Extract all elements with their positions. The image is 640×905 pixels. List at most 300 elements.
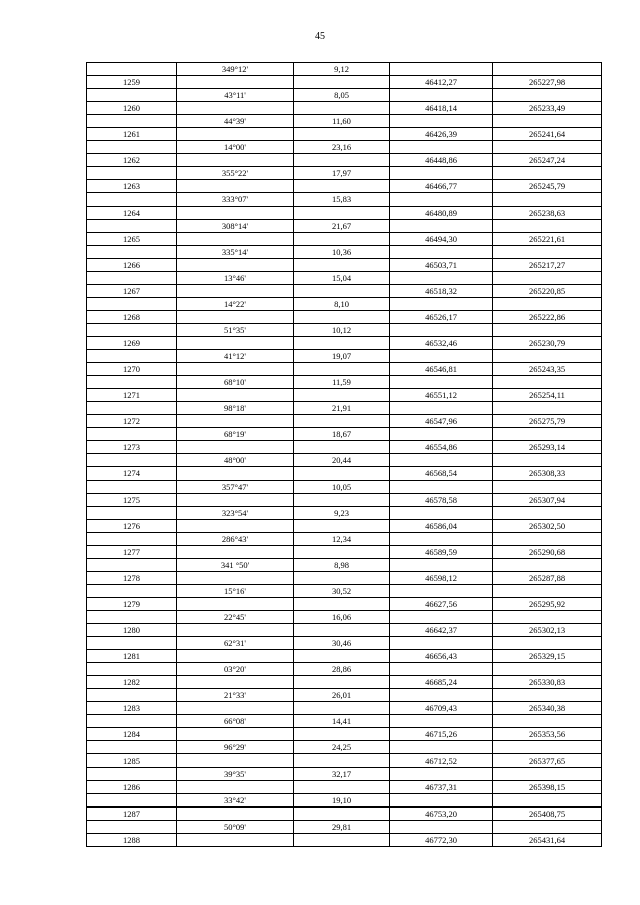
point-row bbox=[87, 676, 602, 689]
x-coordinate-cell: 46532,46 bbox=[390, 336, 493, 349]
angle-cell bbox=[177, 467, 294, 480]
y-coordinate-cell bbox=[493, 558, 602, 571]
point-row bbox=[87, 76, 602, 89]
point-id-cell: 1273 bbox=[87, 441, 177, 454]
y-coordinate-cell: 265233,49 bbox=[493, 102, 602, 115]
point-id-cell: 1260 bbox=[87, 102, 177, 115]
distance-cell bbox=[294, 676, 390, 689]
x-coordinate-cell bbox=[390, 584, 493, 597]
point-id-cell bbox=[87, 663, 177, 676]
y-coordinate-cell: 265220,85 bbox=[493, 284, 602, 297]
x-coordinate-cell bbox=[390, 741, 493, 754]
angle-cell: 333°07' bbox=[177, 193, 294, 206]
point-row bbox=[87, 545, 602, 558]
y-coordinate-cell bbox=[493, 193, 602, 206]
point-id-cell bbox=[87, 767, 177, 780]
y-coordinate-cell bbox=[493, 532, 602, 545]
y-coordinate-cell: 265290,68 bbox=[493, 545, 602, 558]
distance-cell bbox=[294, 807, 390, 821]
distance-cell bbox=[294, 258, 390, 271]
x-coordinate-cell bbox=[390, 350, 493, 363]
distance-cell bbox=[294, 363, 390, 376]
angle-cell bbox=[177, 258, 294, 271]
x-coordinate-cell: 46772,30 bbox=[390, 833, 493, 846]
angle-cell: 03°20' bbox=[177, 663, 294, 676]
point-id-cell bbox=[87, 350, 177, 363]
point-id-cell: 1275 bbox=[87, 493, 177, 506]
angle-cell: 357°47' bbox=[177, 480, 294, 493]
point-row bbox=[87, 441, 602, 454]
y-coordinate-cell bbox=[493, 63, 602, 76]
distance-cell bbox=[294, 833, 390, 846]
y-coordinate-cell: 265330,83 bbox=[493, 676, 602, 689]
segment-row bbox=[87, 793, 602, 807]
y-coordinate-cell bbox=[493, 167, 602, 180]
y-coordinate-cell: 265308,33 bbox=[493, 467, 602, 480]
distance-cell bbox=[294, 415, 390, 428]
point-id-cell bbox=[87, 402, 177, 415]
point-id-cell bbox=[87, 637, 177, 650]
angle-cell: 335°14' bbox=[177, 245, 294, 258]
segment-row bbox=[87, 820, 602, 833]
y-coordinate-cell bbox=[493, 141, 602, 154]
distance-cell bbox=[294, 754, 390, 767]
x-coordinate-cell bbox=[390, 219, 493, 232]
angle-cell: 15°16' bbox=[177, 584, 294, 597]
y-coordinate-cell bbox=[493, 402, 602, 415]
distance-cell: 20,44 bbox=[294, 454, 390, 467]
segment-row bbox=[87, 193, 602, 206]
point-id-cell: 1270 bbox=[87, 363, 177, 376]
point-id-cell bbox=[87, 89, 177, 102]
x-coordinate-cell bbox=[390, 115, 493, 128]
segment-row bbox=[87, 506, 602, 519]
point-id-cell bbox=[87, 506, 177, 519]
angle-cell: 51°35' bbox=[177, 323, 294, 336]
distance-cell: 10,36 bbox=[294, 245, 390, 258]
point-id-cell bbox=[87, 715, 177, 728]
point-id-cell bbox=[87, 63, 177, 76]
point-row bbox=[87, 180, 602, 193]
point-row bbox=[87, 310, 602, 323]
y-coordinate-cell bbox=[493, 115, 602, 128]
x-coordinate-cell: 46518,32 bbox=[390, 284, 493, 297]
angle-cell: 341 °50' bbox=[177, 558, 294, 571]
segment-row bbox=[87, 297, 602, 310]
distance-cell: 21,67 bbox=[294, 219, 390, 232]
y-coordinate-cell bbox=[493, 689, 602, 702]
point-id-cell bbox=[87, 193, 177, 206]
point-row bbox=[87, 363, 602, 376]
x-coordinate-cell: 46448,86 bbox=[390, 154, 493, 167]
point-id-cell: 1269 bbox=[87, 336, 177, 349]
point-id-cell bbox=[87, 115, 177, 128]
y-coordinate-cell: 265287,88 bbox=[493, 571, 602, 584]
y-coordinate-cell: 265243,35 bbox=[493, 363, 602, 376]
x-coordinate-cell bbox=[390, 193, 493, 206]
distance-cell: 10,05 bbox=[294, 480, 390, 493]
segment-row bbox=[87, 376, 602, 389]
y-coordinate-cell: 265377,65 bbox=[493, 754, 602, 767]
angle-cell: 66°08' bbox=[177, 715, 294, 728]
x-coordinate-cell: 46426,39 bbox=[390, 128, 493, 141]
angle-cell: 349°12' bbox=[177, 63, 294, 76]
x-coordinate-cell: 46503,71 bbox=[390, 258, 493, 271]
x-coordinate-cell bbox=[390, 663, 493, 676]
point-id-cell: 1279 bbox=[87, 597, 177, 610]
angle-cell bbox=[177, 833, 294, 846]
distance-cell bbox=[294, 728, 390, 741]
point-row bbox=[87, 597, 602, 610]
y-coordinate-cell bbox=[493, 610, 602, 623]
segment-row bbox=[87, 402, 602, 415]
angle-cell: 286°43' bbox=[177, 532, 294, 545]
angle-cell: 13°46' bbox=[177, 271, 294, 284]
segment-row bbox=[87, 63, 602, 76]
angle-cell: 14°22' bbox=[177, 297, 294, 310]
point-id-cell bbox=[87, 454, 177, 467]
point-id-cell: 1276 bbox=[87, 519, 177, 532]
point-row bbox=[87, 780, 602, 793]
x-coordinate-cell: 46589,59 bbox=[390, 545, 493, 558]
distance-cell: 19,10 bbox=[294, 793, 390, 807]
x-coordinate-cell: 46656,43 bbox=[390, 650, 493, 663]
point-id-cell bbox=[87, 323, 177, 336]
distance-cell: 8,10 bbox=[294, 297, 390, 310]
x-coordinate-cell: 46586,04 bbox=[390, 519, 493, 532]
y-coordinate-cell: 265275,79 bbox=[493, 415, 602, 428]
x-coordinate-cell: 46709,43 bbox=[390, 702, 493, 715]
x-coordinate-cell: 46551,12 bbox=[390, 389, 493, 402]
x-coordinate-cell bbox=[390, 89, 493, 102]
y-coordinate-cell bbox=[493, 637, 602, 650]
distance-cell: 11,60 bbox=[294, 115, 390, 128]
y-coordinate-cell bbox=[493, 350, 602, 363]
angle-cell bbox=[177, 728, 294, 741]
x-coordinate-cell bbox=[390, 558, 493, 571]
point-row bbox=[87, 807, 602, 821]
point-id-cell: 1278 bbox=[87, 571, 177, 584]
y-coordinate-cell: 265353,56 bbox=[493, 728, 602, 741]
point-row bbox=[87, 493, 602, 506]
segment-row bbox=[87, 167, 602, 180]
point-row bbox=[87, 624, 602, 637]
distance-cell: 11,59 bbox=[294, 376, 390, 389]
point-id-cell: 1281 bbox=[87, 650, 177, 663]
x-coordinate-cell: 46494,30 bbox=[390, 232, 493, 245]
coordinates-table bbox=[86, 62, 602, 847]
y-coordinate-cell bbox=[493, 584, 602, 597]
angle-cell bbox=[177, 363, 294, 376]
distance-cell: 24,25 bbox=[294, 741, 390, 754]
angle-cell: 22°45' bbox=[177, 610, 294, 623]
point-row bbox=[87, 258, 602, 271]
angle-cell bbox=[177, 102, 294, 115]
point-id-cell: 1285 bbox=[87, 754, 177, 767]
x-coordinate-cell bbox=[390, 167, 493, 180]
point-id-cell bbox=[87, 584, 177, 597]
distance-cell: 19,07 bbox=[294, 350, 390, 363]
x-coordinate-cell bbox=[390, 610, 493, 623]
y-coordinate-cell: 265302,13 bbox=[493, 624, 602, 637]
distance-cell bbox=[294, 206, 390, 219]
point-id-cell: 1284 bbox=[87, 728, 177, 741]
segment-row bbox=[87, 323, 602, 336]
x-coordinate-cell bbox=[390, 506, 493, 519]
angle-cell bbox=[177, 76, 294, 89]
point-id-cell: 1259 bbox=[87, 76, 177, 89]
x-coordinate-cell bbox=[390, 793, 493, 807]
segment-row bbox=[87, 689, 602, 702]
y-coordinate-cell bbox=[493, 428, 602, 441]
angle-cell: 39°35' bbox=[177, 767, 294, 780]
point-id-cell: 1280 bbox=[87, 624, 177, 637]
x-coordinate-cell: 46578,58 bbox=[390, 493, 493, 506]
angle-cell: 48°00' bbox=[177, 454, 294, 467]
y-coordinate-cell: 265238,63 bbox=[493, 206, 602, 219]
y-coordinate-cell bbox=[493, 793, 602, 807]
y-coordinate-cell: 265431,64 bbox=[493, 833, 602, 846]
distance-cell: 18,67 bbox=[294, 428, 390, 441]
distance-cell bbox=[294, 441, 390, 454]
distance-cell: 28,86 bbox=[294, 663, 390, 676]
point-id-cell: 1283 bbox=[87, 702, 177, 715]
point-id-cell bbox=[87, 271, 177, 284]
point-id-cell bbox=[87, 793, 177, 807]
x-coordinate-cell: 46568,54 bbox=[390, 467, 493, 480]
distance-cell bbox=[294, 780, 390, 793]
point-row bbox=[87, 102, 602, 115]
distance-cell: 26,01 bbox=[294, 689, 390, 702]
angle-cell: 33°42' bbox=[177, 793, 294, 807]
x-coordinate-cell bbox=[390, 376, 493, 389]
segment-row bbox=[87, 584, 602, 597]
segment-row bbox=[87, 219, 602, 232]
x-coordinate-cell bbox=[390, 637, 493, 650]
distance-cell bbox=[294, 519, 390, 532]
point-id-cell: 1265 bbox=[87, 232, 177, 245]
angle-cell bbox=[177, 571, 294, 584]
angle-cell: 21°33' bbox=[177, 689, 294, 702]
segment-row bbox=[87, 454, 602, 467]
distance-cell: 8,05 bbox=[294, 89, 390, 102]
angle-cell: 96°29' bbox=[177, 741, 294, 754]
y-coordinate-cell: 265293,14 bbox=[493, 441, 602, 454]
angle-cell: 14°00' bbox=[177, 141, 294, 154]
point-id-cell bbox=[87, 820, 177, 833]
y-coordinate-cell bbox=[493, 271, 602, 284]
x-coordinate-cell: 46554,86 bbox=[390, 441, 493, 454]
angle-cell: 43°11' bbox=[177, 89, 294, 102]
distance-cell: 8,98 bbox=[294, 558, 390, 571]
y-coordinate-cell: 265254,11 bbox=[493, 389, 602, 402]
x-coordinate-cell: 46715,26 bbox=[390, 728, 493, 741]
angle-cell: 98°18' bbox=[177, 402, 294, 415]
x-coordinate-cell bbox=[390, 323, 493, 336]
angle-cell bbox=[177, 180, 294, 193]
x-coordinate-cell: 46627,56 bbox=[390, 597, 493, 610]
distance-cell bbox=[294, 232, 390, 245]
point-row bbox=[87, 467, 602, 480]
x-coordinate-cell bbox=[390, 689, 493, 702]
point-id-cell bbox=[87, 297, 177, 310]
point-id-cell: 1261 bbox=[87, 128, 177, 141]
y-coordinate-cell: 265221,61 bbox=[493, 232, 602, 245]
distance-cell: 30,46 bbox=[294, 637, 390, 650]
segment-row bbox=[87, 558, 602, 571]
point-id-cell bbox=[87, 480, 177, 493]
angle-cell bbox=[177, 128, 294, 141]
distance-cell bbox=[294, 76, 390, 89]
segment-row bbox=[87, 480, 602, 493]
point-id-cell bbox=[87, 741, 177, 754]
angle-cell bbox=[177, 754, 294, 767]
x-coordinate-cell: 46737,31 bbox=[390, 780, 493, 793]
angle-cell bbox=[177, 624, 294, 637]
x-coordinate-cell bbox=[390, 454, 493, 467]
point-id-cell: 1262 bbox=[87, 154, 177, 167]
distance-cell bbox=[294, 102, 390, 115]
point-id-cell: 1264 bbox=[87, 206, 177, 219]
distance-cell: 21,91 bbox=[294, 402, 390, 415]
distance-cell bbox=[294, 154, 390, 167]
point-id-cell: 1282 bbox=[87, 676, 177, 689]
segment-row bbox=[87, 741, 602, 754]
segment-row bbox=[87, 115, 602, 128]
angle-cell bbox=[177, 232, 294, 245]
x-coordinate-cell: 46466,77 bbox=[390, 180, 493, 193]
point-id-cell: 1287 bbox=[87, 807, 177, 821]
point-id-cell bbox=[87, 245, 177, 258]
point-id-cell: 1288 bbox=[87, 833, 177, 846]
distance-cell bbox=[294, 128, 390, 141]
point-row bbox=[87, 389, 602, 402]
x-coordinate-cell: 46642,37 bbox=[390, 624, 493, 637]
distance-cell: 17,97 bbox=[294, 167, 390, 180]
page-number: 45 bbox=[315, 31, 325, 42]
angle-cell bbox=[177, 206, 294, 219]
x-coordinate-cell: 46480,89 bbox=[390, 206, 493, 219]
angle-cell: 41°12' bbox=[177, 350, 294, 363]
y-coordinate-cell bbox=[493, 89, 602, 102]
y-coordinate-cell bbox=[493, 663, 602, 676]
angle-cell bbox=[177, 597, 294, 610]
distance-cell: 9,12 bbox=[294, 63, 390, 76]
x-coordinate-cell bbox=[390, 271, 493, 284]
distance-cell bbox=[294, 180, 390, 193]
distance-cell bbox=[294, 310, 390, 323]
distance-cell bbox=[294, 650, 390, 663]
point-id-cell: 1277 bbox=[87, 545, 177, 558]
x-coordinate-cell: 46547,96 bbox=[390, 415, 493, 428]
distance-cell: 29,81 bbox=[294, 820, 390, 833]
y-coordinate-cell: 265295,92 bbox=[493, 597, 602, 610]
distance-cell bbox=[294, 284, 390, 297]
distance-cell: 9,23 bbox=[294, 506, 390, 519]
point-id-cell bbox=[87, 141, 177, 154]
y-coordinate-cell: 265241,64 bbox=[493, 128, 602, 141]
y-coordinate-cell: 265302,50 bbox=[493, 519, 602, 532]
distance-cell: 10,12 bbox=[294, 323, 390, 336]
point-row bbox=[87, 206, 602, 219]
point-row bbox=[87, 519, 602, 532]
segment-row bbox=[87, 532, 602, 545]
x-coordinate-cell: 46753,20 bbox=[390, 807, 493, 821]
x-coordinate-cell: 46546,81 bbox=[390, 363, 493, 376]
angle-cell bbox=[177, 154, 294, 167]
point-id-cell: 1263 bbox=[87, 180, 177, 193]
point-id-cell bbox=[87, 689, 177, 702]
segment-row bbox=[87, 663, 602, 676]
y-coordinate-cell: 265408,75 bbox=[493, 807, 602, 821]
angle-cell bbox=[177, 336, 294, 349]
segment-row bbox=[87, 89, 602, 102]
point-row bbox=[87, 284, 602, 297]
point-id-cell bbox=[87, 219, 177, 232]
angle-cell bbox=[177, 807, 294, 821]
angle-cell: 44°39' bbox=[177, 115, 294, 128]
point-row bbox=[87, 415, 602, 428]
distance-cell bbox=[294, 571, 390, 584]
angle-cell bbox=[177, 650, 294, 663]
distance-cell bbox=[294, 597, 390, 610]
point-row bbox=[87, 154, 602, 167]
y-coordinate-cell bbox=[493, 480, 602, 493]
angle-cell bbox=[177, 676, 294, 689]
y-coordinate-cell: 265222,86 bbox=[493, 310, 602, 323]
y-coordinate-cell bbox=[493, 454, 602, 467]
point-row bbox=[87, 833, 602, 846]
x-coordinate-cell bbox=[390, 245, 493, 258]
point-id-cell: 1266 bbox=[87, 258, 177, 271]
segment-row bbox=[87, 767, 602, 780]
x-coordinate-cell: 46418,14 bbox=[390, 102, 493, 115]
y-coordinate-cell: 265307,94 bbox=[493, 493, 602, 506]
y-coordinate-cell: 265217,27 bbox=[493, 258, 602, 271]
angle-cell bbox=[177, 284, 294, 297]
angle-cell bbox=[177, 493, 294, 506]
y-coordinate-cell: 265340,38 bbox=[493, 702, 602, 715]
y-coordinate-cell: 265329,15 bbox=[493, 650, 602, 663]
x-coordinate-cell bbox=[390, 141, 493, 154]
x-coordinate-cell bbox=[390, 820, 493, 833]
point-id-cell: 1272 bbox=[87, 415, 177, 428]
distance-cell bbox=[294, 545, 390, 558]
point-id-cell: 1271 bbox=[87, 389, 177, 402]
point-id-cell bbox=[87, 167, 177, 180]
point-row bbox=[87, 128, 602, 141]
angle-cell: 62°31' bbox=[177, 637, 294, 650]
angle-cell bbox=[177, 310, 294, 323]
distance-cell: 15,04 bbox=[294, 271, 390, 284]
point-row bbox=[87, 650, 602, 663]
point-row bbox=[87, 702, 602, 715]
distance-cell: 16,06 bbox=[294, 610, 390, 623]
distance-cell: 23,16 bbox=[294, 141, 390, 154]
x-coordinate-cell bbox=[390, 402, 493, 415]
y-coordinate-cell: 265245,79 bbox=[493, 180, 602, 193]
y-coordinate-cell bbox=[493, 820, 602, 833]
x-coordinate-cell: 46412,27 bbox=[390, 76, 493, 89]
x-coordinate-cell bbox=[390, 428, 493, 441]
segment-row bbox=[87, 141, 602, 154]
point-row bbox=[87, 336, 602, 349]
angle-cell: 308°14' bbox=[177, 219, 294, 232]
point-row bbox=[87, 571, 602, 584]
point-row bbox=[87, 728, 602, 741]
y-coordinate-cell: 265247,24 bbox=[493, 154, 602, 167]
distance-cell: 32,17 bbox=[294, 767, 390, 780]
